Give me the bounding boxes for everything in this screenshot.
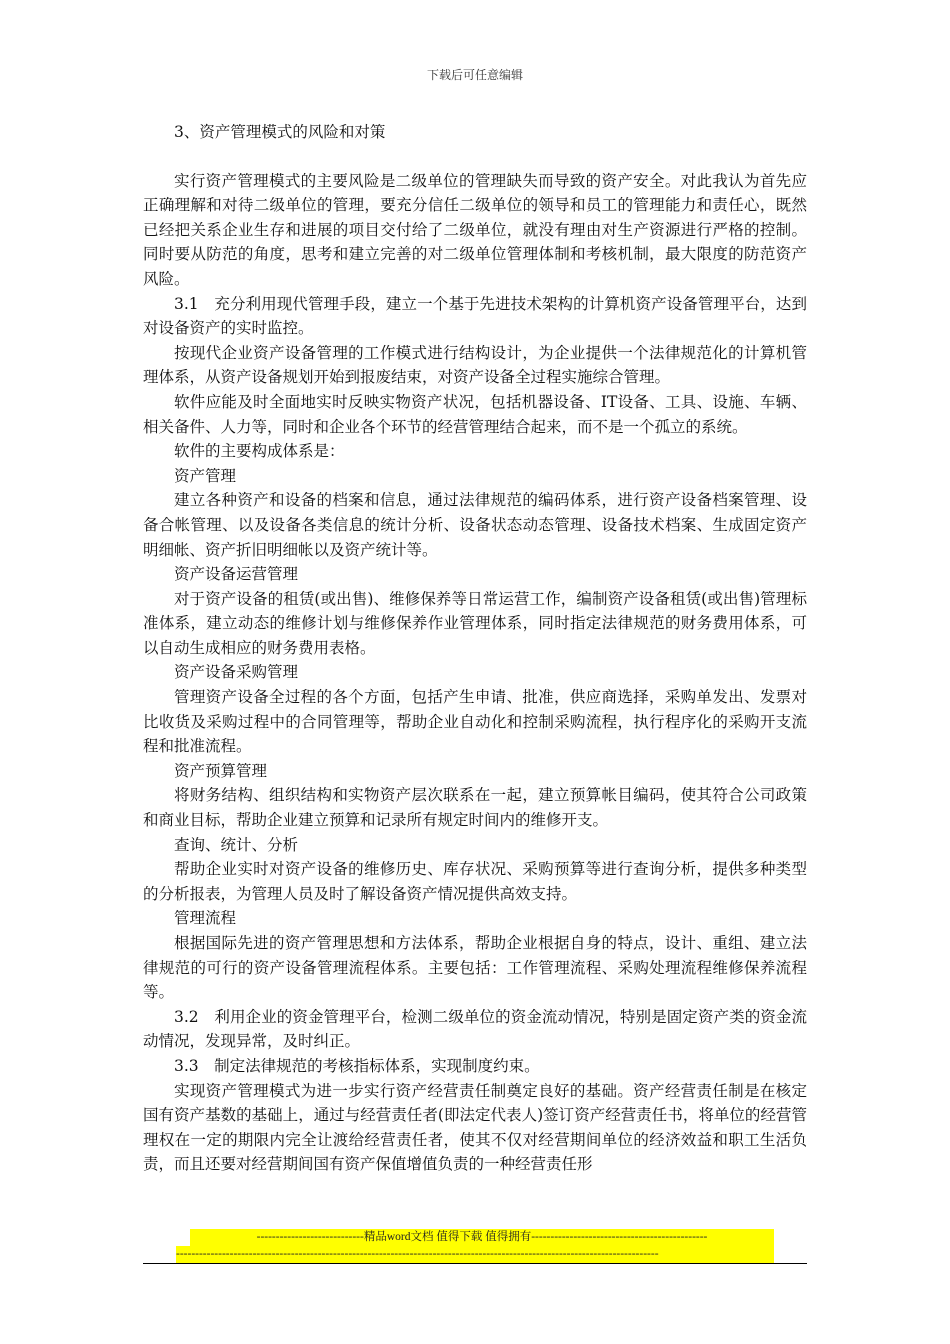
subsection-3-1: 3.1 充分利用现代管理手段，建立一个基于先进技术架构的计算机资产设备管理平台，达到对设备资产的实时监控。	[143, 294, 807, 338]
section-title: 3、资产管理模式的风险和对策	[174, 123, 386, 141]
subsection-3-3: 3.3 制定法律规范的考核指标体系，实现制度约束。	[174, 1056, 540, 1075]
header-note: 下载后可任意编辑	[426, 68, 523, 82]
paragraph: 将财务结构、组织结构和实物资产层次联系在一起，建立预算帐目编码，使其符合公司政策和商业目标，帮助企业建立预算和记录所有规定时间内的维修开支。	[143, 786, 807, 830]
item-heading: 管理流程	[174, 909, 237, 928]
paragraph: 管理资产设备全过程的各个方面，包括产生申请、批准，供应商选择，采购单发出、发票对比收货及采购过程中的合同管理等，帮助企业自动化和控制采购流程，执行程序化的采购开支流程和批准流程。	[143, 688, 807, 756]
paragraph: 软件应能及时全面地实时反映实物资产状况，包括机器设备、IT设备、工具、设施、车辆、相关备件、人力等，同时和企业各个环节的经营管理结合起来，而不是一个孤立的系统。	[143, 392, 807, 436]
footer-line-1: ----------------------------精品word文档 值得下载 值得拥有----------------------------------------------	[190, 1229, 774, 1246]
footer-divider	[143, 1263, 807, 1264]
footer-banner	[176, 1229, 776, 1263]
paragraph: 软件的主要构成体系是：	[174, 442, 345, 461]
subsection-3-2: 3.2 利用企业的资金管理平台，检测二级单位的资金流动情况，特别是固定资产类的资金流动情况，发现异常，及时纠正。	[143, 1007, 807, 1051]
document-body	[143, 120, 807, 1177]
paragraph: 根据国际先进的资产管理思想和方法体系，帮助企业根据自身的特点，设计、重组、建立法律规范的可行的资产设备管理流程体系。主要包括：工作管理流程、采购处理流程维修保养流程等。	[143, 934, 807, 1002]
paragraph: 实行资产管理模式的主要风险是二级单位的管理缺失而导致的资产安全。对此我认为首先应正确理解和对待二级单位的管理，要充分信任二级单位的领导和员工的管理能力和责任心，既然已经把关系企业生存和进展的项目交付给了二级单位，就没有理由对生产资源进行严格的控制。同时要从防范的角度，思考和建立完善的对二级单位管理体制和考核机制，最大限度的防范资产风险。	[143, 171, 807, 288]
paragraph: 按现代企业资产设备管理的工作模式进行结构设计，为企业提供一个法律规范化的计算机管理体系，从资产设备规划开始到报废结束，对资产设备全过程实施综合管理。	[143, 343, 807, 387]
item-heading: 资产设备采购管理	[174, 663, 299, 682]
item-heading: 资产预算管理	[174, 761, 268, 780]
paragraph: 对于资产设备的租赁(或出售)、维修保养等日常运营工作，编制资产设备租赁(或出售)管理标准体系，建立动态的维修计划与维修保养作业管理体系，同时指定法律规范的财务费用体系，可以自动生成相应的财务费用表格。	[143, 589, 807, 657]
paragraph: 建立各种资产和设备的档案和信息，通过法律规范的编码体系，进行资产设备档案管理、设备合帐管理、以及设备各类信息的统计分析、设备状态动态管理、设备技术档案、生成固定资产明细帐、资产折旧明细帐以及资产统计等。	[143, 491, 807, 559]
footer-line-2: ------------------------------------------------------------------------------------------------------------------------------	[176, 1246, 774, 1263]
item-heading: 资产管理	[174, 466, 237, 485]
paragraph: 帮助企业实时对资产设备的维修历史、库存状况、采购预算等进行查询分析，提供多种类型的分析报表，为管理人员及时了解设备资产情况提供高效支持。	[143, 860, 807, 903]
item-heading: 资产设备运营管理	[174, 565, 299, 584]
paragraph: 实现资产管理模式为进一步实行资产经营责任制奠定良好的基础。资产经营责任制是在核定国有资产基数的基础上，通过与经营责任者(即法定代表人)签订资产经营责任书，将单位的经营管理权在一定的期限内完全让渡给经营责任者，使其不仅对经营期间单位的经济效益和职工生活负责，而且还要对经营期间国有资产保值增值负责的一种经营责任形	[143, 1081, 807, 1174]
item-heading: 查询、统计、分析	[174, 835, 299, 854]
